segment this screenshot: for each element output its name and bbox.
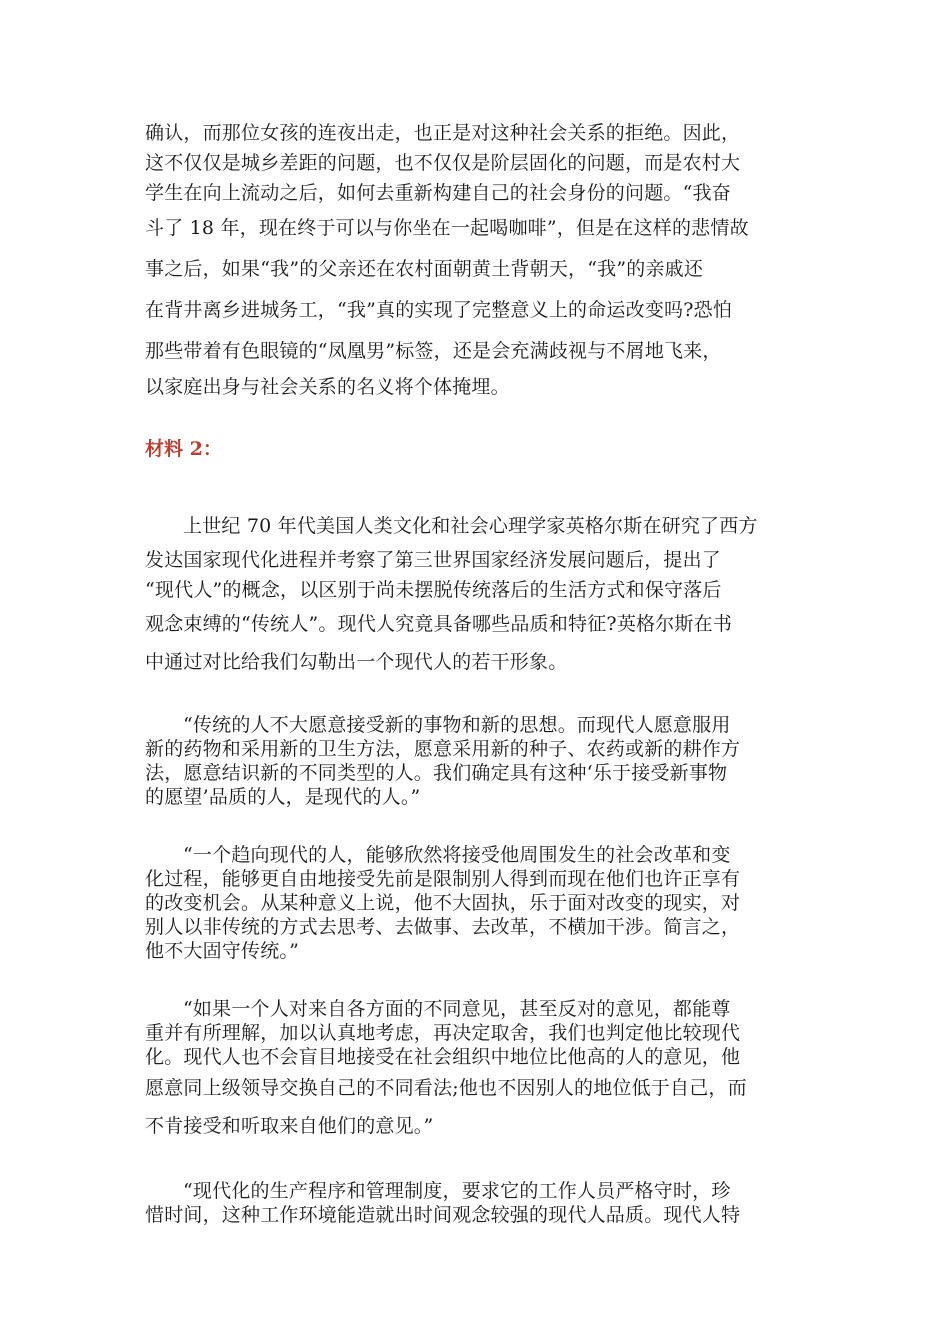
- text-line: 这不仅仅是城乡差距的问题，也不仅仅是阶层固化的问题，而是农村大: [145, 152, 741, 174]
- text-line: 的改变机会。从某种意义上说，他不大固执，乐于面对改变的现实，对: [145, 892, 741, 914]
- text-line: 事之后，如果“我”的父亲还在农村面朝黄土背朝天，“我”的亲戚还: [145, 258, 704, 280]
- text-line: 愿意同上级领导交换自己的不同看法;他也不因别人的地位低于自己，而: [145, 1077, 747, 1099]
- text-line: 在背井离乡进城务工，“我”真的实现了完整意义上的命运改变吗?恐怕: [145, 299, 733, 321]
- quote-paragraph: [145, 713, 805, 809]
- text-line: 发达国家现代化进程并考察了第三世界国家经济发展问题后，提出了: [145, 549, 722, 571]
- text-line: 新的药物和采用新的卫生方法，愿意采用新的种子、农药或新的耕作方: [145, 738, 741, 760]
- text-line: 斗了 18 年，现在终于可以与你坐在一起喝咖啡”，但是在这样的悲情故: [145, 217, 749, 239]
- text-line: 化过程，能够更自由地接受先前是限制别人得到而现在他们也许正享有: [145, 868, 741, 890]
- text-line: “现代人”的概念，以区别于尚未摆脱传统落后的生活方式和保守落后: [145, 579, 722, 601]
- text-line: 确认，而那位女孩的连夜出走，也正是对这种社会关系的拒绝。因此，: [145, 122, 741, 144]
- text-line: “一个趋向现代的人，能够欣然将接受他周围发生的社会改革和变: [183, 844, 731, 866]
- text-line: 重并有所理解，加以认真地考虑，再决定取舍，我们也判定他比较现代: [145, 1022, 741, 1044]
- text-line: 不肯接受和听取来自他们的意见。”: [145, 1115, 434, 1137]
- quote-paragraph: [145, 1179, 805, 1227]
- text-line: 化。现代人也不会盲目地接受在社会组织中地位比他高的人的意见，他: [145, 1046, 741, 1068]
- text-line: 别人以非传统的方式去思考、去做事、去改革，不横加干涉。简言之，: [145, 916, 741, 938]
- section-heading: 材料 2：: [145, 438, 222, 460]
- intro-paragraph: [145, 118, 805, 402]
- text-line: 惜时间，这种工作环境能造就出时间观念较强的现代人品质。现代人特: [145, 1204, 741, 1226]
- text-line: “如果一个人对来自各方面的不同意见，甚至反对的意见，都能尊: [183, 998, 731, 1020]
- material-paragraph: [145, 507, 805, 681]
- quote-paragraph: [145, 997, 805, 1145]
- text-line: 法，愿意结识新的不同类型的人。我们确定具有这种‘乐于接受新事物: [145, 762, 728, 784]
- text-line: 上世纪 70 年代美国人类文化和社会心理学家英格尔斯在研究了西方: [183, 515, 758, 537]
- text-line: 观念束缚的“传统人”。现代人究竟具备哪些品质和特征?英格尔斯在书: [145, 613, 733, 635]
- text-line: “现代化的生产程序和管理制度，要求它的工作人员严格守时，珍: [183, 1180, 731, 1202]
- text-line: “传统的人不大愿意接受新的事物和新的思想。而现代人愿意服用: [183, 714, 731, 736]
- quote-paragraph: [145, 843, 805, 963]
- text-line: 的愿望’品质的人，是现代的人。”: [145, 786, 421, 808]
- text-line: 学生在向上流动之后，如何去重新构建自己的社会身份的问题。“我奋: [145, 182, 731, 204]
- document-page: [145, 118, 805, 1227]
- text-line: 他不大固守传统。”: [145, 940, 300, 962]
- text-line: 那些带着有色眼镜的“凤凰男”标签，还是会充满歧视与不屑地飞来，: [145, 340, 722, 362]
- text-line: 以家庭出身与社会关系的名义将个体掩埋。: [145, 376, 510, 398]
- text-line: 中通过对比给我们勾勒出一个现代人的若干形象。: [145, 651, 568, 673]
